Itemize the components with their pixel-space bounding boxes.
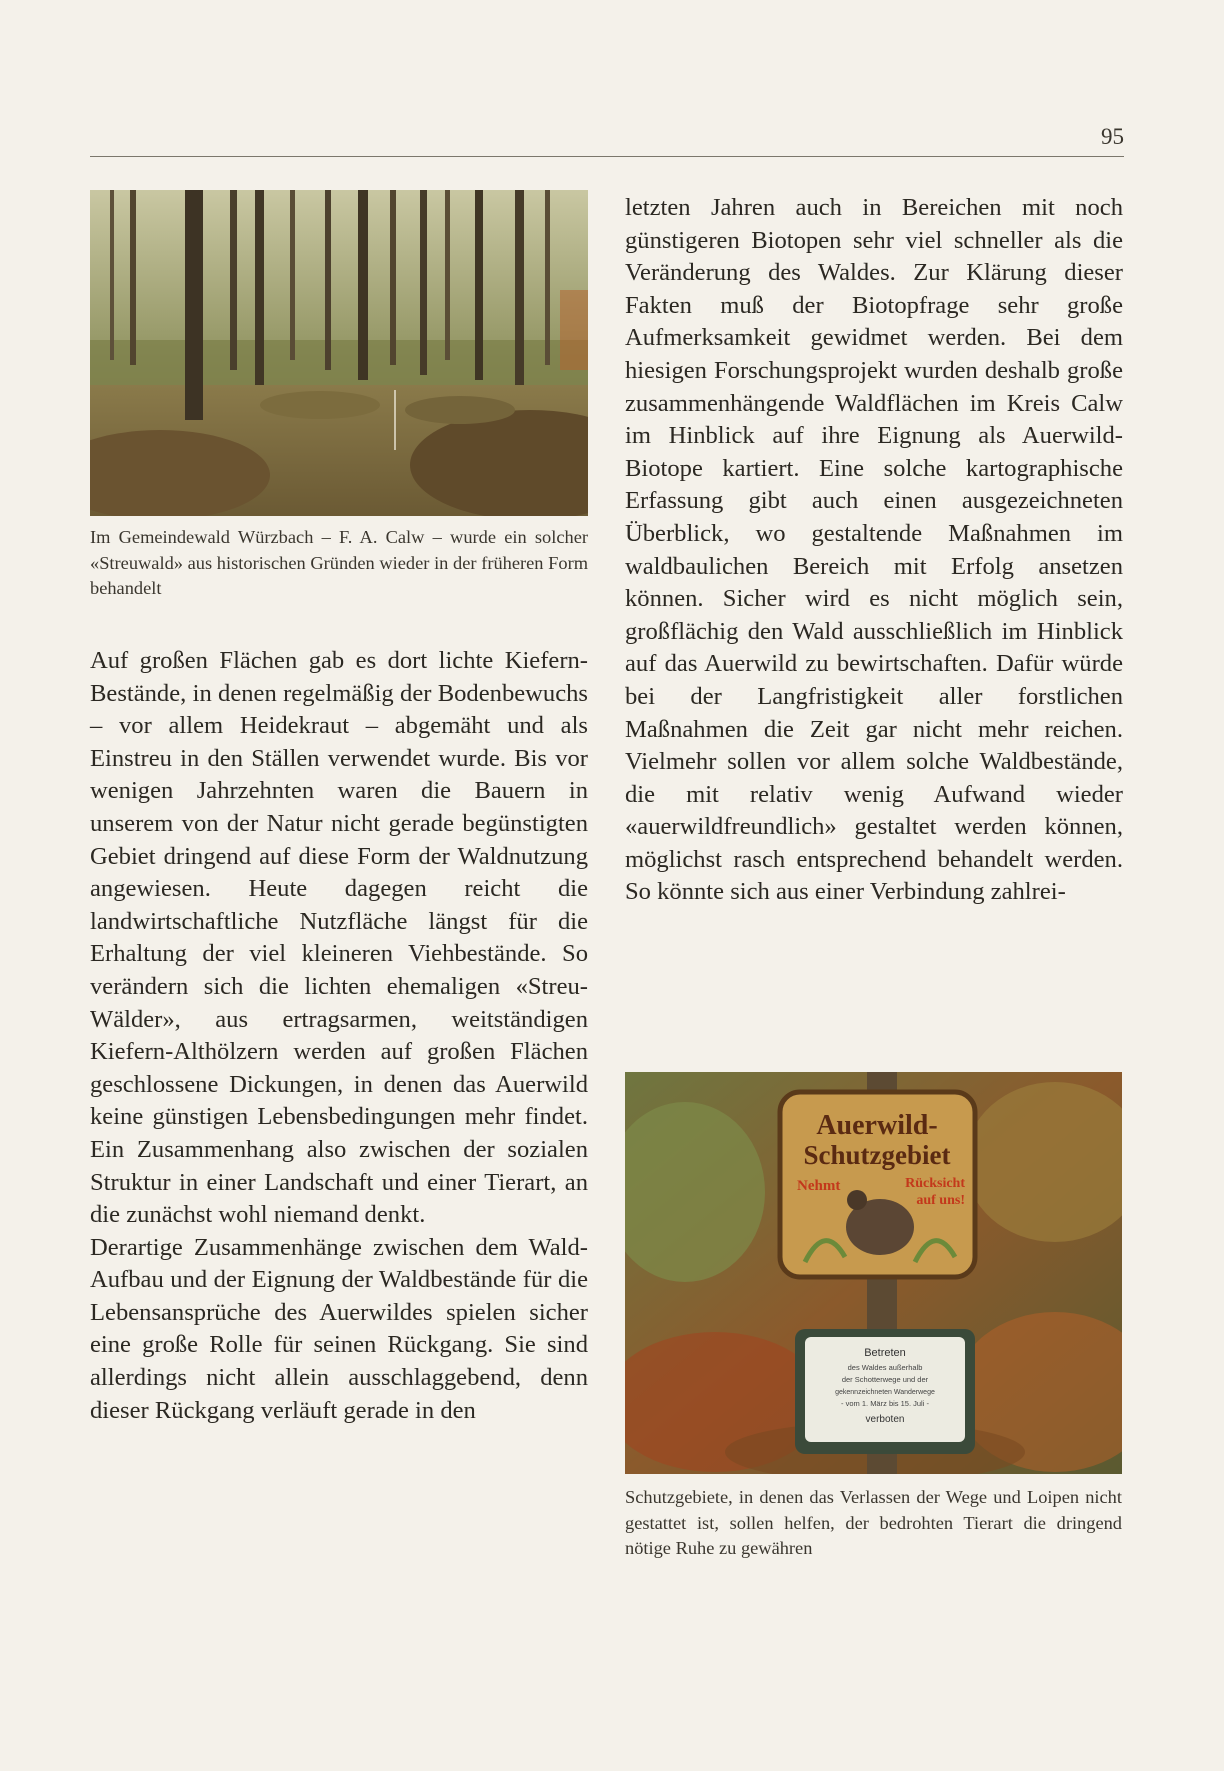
- notice-line4: gekennzeichneten Wanderwege: [835, 1389, 935, 1396]
- sign-title-line2: Schutzgebiet: [803, 1140, 951, 1170]
- sign-title-line1: Auerwild-: [816, 1110, 938, 1141]
- notice-line2: des Waldes außerhalb: [847, 1363, 923, 1372]
- notice-line6: verboten: [865, 1414, 905, 1425]
- notice-line5: - vom 1. März bis 15. Juli -: [841, 1399, 929, 1408]
- paragraph: Auf großen Flächen gab es dort lichte Kiefern-Bestände, in denen regelmäßig der Bodenbewuchs – vor allem Heidekraut – abgemäht und als Einstreu in den Ställen verwendet wurde. Bis vor wenigen Jahrzehnten waren die Bauern in unserem von der Natur nicht gerade begünstigten Gebiet dringend auf diese Form der Waldnutzung angewiesen. Heute dagegen reicht die landwirtschaftliche Nutzfläche längst für die Erhaltung der viel kleineren Viehbestände. So verändern sich die lichten ehemaligen «Streu-Wälder», aus ertragsarmen, weitständigen Kiefern-Althölzern werden auf großen Flächen geschlossene Dickungen, in denen das Auerwild keine günstigen Lebensbedingungen mehr findet. Ein Zusammenhang also zwischen der sozialen Struktur in einer Landschaft und einer Tierart, an die zunächst wohl niemand denkt.: [90, 647, 588, 1229]
- notice-line1: Betreten: [864, 1347, 906, 1359]
- notice-line3: der Schotterwege und der: [841, 1375, 929, 1384]
- forest-photo: [90, 190, 588, 516]
- left-column: [90, 645, 588, 1427]
- right-column: [625, 192, 1123, 909]
- page-number: 95: [1101, 124, 1124, 149]
- paragraph: letzten Jahren auch in Bereichen mit noch günstigeren Biotopen sehr viel schneller als die Veränderung des Waldes. Zur Klärung dieser Fakten muß der Biotopfrage sehr große Aufmerksamkeit gewidmet werden. Bei dem hiesigen Forschungsprojekt wurden deshalb große zusammenhängende Waldflächen im Kreis Calw im Hinblick auf ihre Eignung als Auerwild-Biotope kartiert. Eine solche kartographische Erfassung gibt auch einen ausgezeichneten Überblick, wo gestaltende Maßnahmen im waldbaulichen Bereich mit Erfolg ansetzen können. Sicher wird es nicht möglich sein, großflächig den Wald ausschließlich im Hinblick auf das Auerwild zu bewirtschaften. Dafür würde bei der Langfristigkeit aller forstlichen Maßnahmen die Zeit gar nicht mehr reichen. Vielmehr sollen vor allem solche Waldbestände, die mit relativ wenig Aufwand wieder «auerwildfreundlich» gestaltet werden können, möglichst rasch entsprechend behandelt werden. So könnte sich aus einer Verbindung zahlrei-: [625, 194, 1123, 906]
- sign-right-text-2: auf uns!: [916, 1193, 965, 1208]
- sign-left-text: Nehmt: [797, 1178, 841, 1194]
- forest-photo-caption: Im Gemeindewald Würzbach – F. A. Calw – wurde ein solcher «Streuwald» aus historischen Gründen wieder in der früheren Form behandelt: [90, 527, 588, 598]
- protection-sign-photo: [625, 1072, 1122, 1474]
- sign-right-text-1: Rücksicht: [905, 1176, 965, 1191]
- header-rule: [90, 156, 1124, 157]
- sign-photo-caption: Schutzgebiete, in denen das Verlassen der Wege und Loipen nicht gestattet ist, sollen helfen, der bedrohten Tierart die dringend nötige Ruhe zu gewähren: [625, 1487, 1122, 1558]
- paragraph: Derartige Zusammenhänge zwischen dem Wald-Aufbau und der Eignung der Waldbestände für die Lebensansprüche des Auerwildes spielen sicher eine große Rolle für seinen Rückgang. Sie sind allerdings nicht allein ausschlaggebend, denn dieser Rückgang verläuft gerade in den: [90, 1233, 588, 1424]
